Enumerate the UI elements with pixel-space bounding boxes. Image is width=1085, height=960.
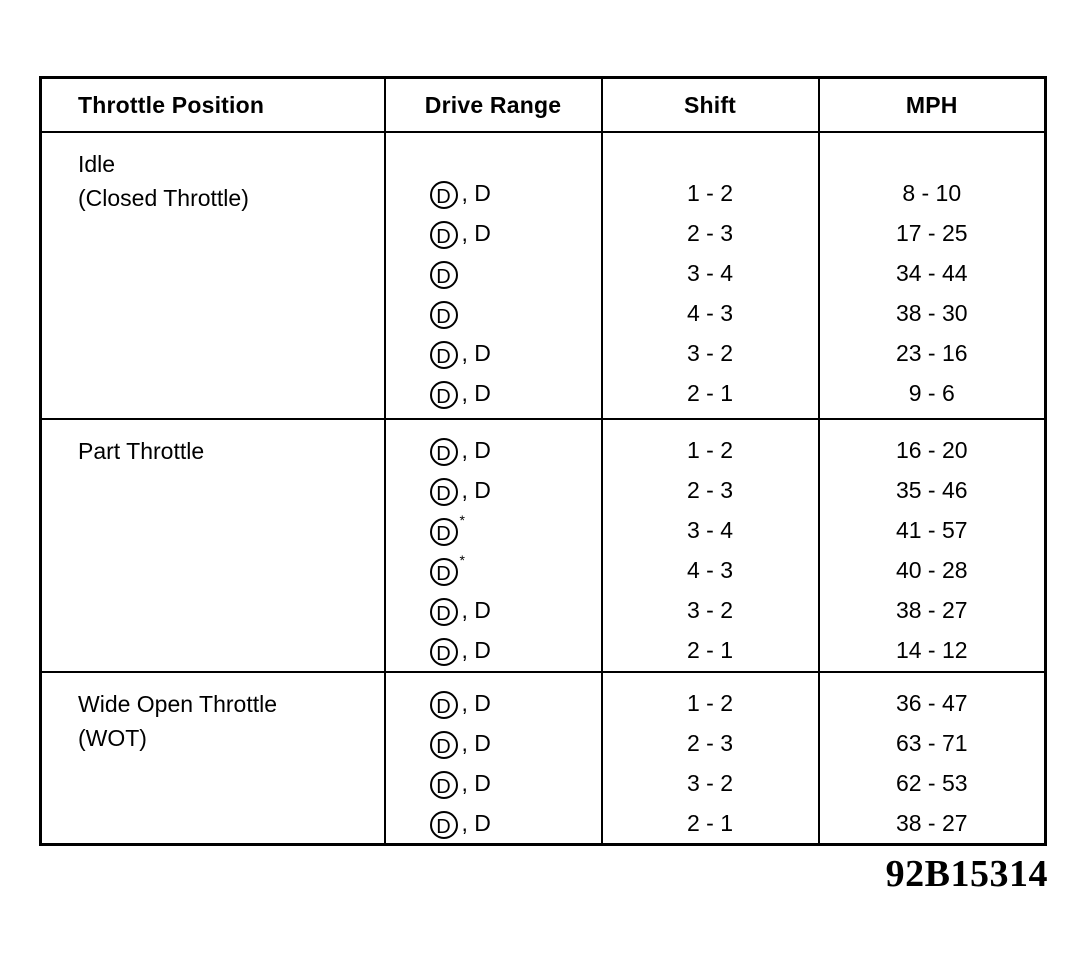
circled-d-symbol: D (430, 691, 458, 719)
drive-range-cell (385, 419, 602, 672)
figure-id: 92B15314 (885, 853, 1048, 895)
drive-range-entry (386, 470, 601, 510)
drive-range-cell (385, 132, 602, 419)
drive-range-suffix: , D (461, 340, 491, 366)
drive-range-entry (386, 333, 601, 373)
shift-cell (602, 132, 819, 419)
header-mph: MPH (819, 78, 1046, 133)
mph-value: 38 - 27 (895, 810, 968, 836)
circled-d-symbol: D (430, 341, 458, 369)
drive-range-suffix: , D (461, 380, 491, 406)
drive-range-entry (386, 253, 601, 293)
circled-d-symbol: D (430, 261, 458, 289)
shift-value: 3 - 4 (686, 517, 734, 543)
drive-range-suffix: , D (461, 770, 491, 796)
circled-d-symbol: D (430, 478, 458, 506)
shift-value: 3 - 4 (686, 260, 734, 286)
drive-range-entry (386, 510, 601, 550)
mph-value: 36 - 47 (895, 690, 968, 716)
shift-value: 3 - 2 (686, 340, 734, 366)
shift-value: 2 - 3 (686, 730, 734, 756)
asterisk-mark: * (459, 512, 465, 528)
header-drive-range: Drive Range (385, 78, 602, 133)
mph-value: 62 - 53 (895, 770, 968, 796)
mph-value: 17 - 25 (895, 220, 968, 246)
header-row (41, 78, 1046, 133)
throttle-position-label: Idle (78, 151, 116, 177)
mph-value: 35 - 46 (895, 477, 968, 503)
drive-range-suffix: , D (461, 810, 491, 836)
drive-range-entry (386, 430, 601, 470)
drive-range-entry (386, 683, 601, 723)
drive-range-entry (386, 373, 601, 413)
drive-range-suffix: , D (461, 220, 491, 246)
circled-d-symbol: D (430, 438, 458, 466)
circled-d-symbol: D (430, 221, 458, 249)
throttle-position-cell (41, 419, 385, 672)
throttle-position-label: Part Throttle (78, 438, 205, 464)
drive-range-entry (386, 173, 601, 213)
mph-cell (819, 672, 1046, 845)
mph-value: 23 - 16 (895, 340, 968, 366)
circled-d-symbol: D (430, 771, 458, 799)
shift-value: 3 - 2 (686, 597, 734, 623)
circled-d-symbol: D (430, 381, 458, 409)
circled-d-symbol: D (430, 301, 458, 329)
mph-value: 40 - 28 (895, 557, 968, 583)
mph-value: 16 - 20 (895, 437, 968, 463)
shift-value: 2 - 3 (686, 477, 734, 503)
drive-range-entry (386, 590, 601, 630)
shift-value: 2 - 3 (686, 220, 734, 246)
throttle-position-label: (Closed Throttle) (78, 185, 249, 211)
circled-d-symbol: D (430, 731, 458, 759)
shift-value: 2 - 1 (686, 380, 734, 406)
shift-value: 1 - 2 (686, 690, 734, 716)
shift-value: 1 - 2 (686, 180, 734, 206)
shift-speed-table (39, 76, 1047, 846)
drive-range-cell (385, 672, 602, 845)
shift-value: 2 - 1 (686, 810, 734, 836)
mph-value: 63 - 71 (895, 730, 968, 756)
mph-value: 34 - 44 (895, 260, 968, 286)
shift-value: 2 - 1 (686, 637, 734, 663)
circled-d-symbol: D (430, 558, 458, 586)
drive-range-suffix: , D (461, 690, 491, 716)
shift-value: 4 - 3 (686, 557, 734, 583)
drive-range-entry (386, 630, 601, 670)
throttle-position-cell (41, 672, 385, 845)
drive-range-suffix: , D (461, 730, 491, 756)
mph-value: 8 - 10 (902, 180, 962, 206)
shift-cell (602, 419, 819, 672)
circled-d-symbol: D (430, 518, 458, 546)
drive-range-entry (386, 723, 601, 763)
header-shift: Shift (602, 78, 819, 133)
drive-range-suffix: , D (461, 477, 491, 503)
drive-range-suffix: , D (461, 597, 491, 623)
shift-cell (602, 672, 819, 845)
mph-cell (819, 132, 1046, 419)
header-throttle-position: Throttle Position (41, 78, 385, 133)
shift-value: 3 - 2 (686, 770, 734, 796)
drive-range-entry (386, 293, 601, 333)
mph-value: 41 - 57 (895, 517, 968, 543)
table-row (41, 419, 1046, 672)
mph-value: 14 - 12 (895, 637, 968, 663)
mph-value: 38 - 30 (895, 300, 968, 326)
shift-value: 4 - 3 (686, 300, 734, 326)
drive-range-entry (386, 803, 601, 843)
shift-value: 1 - 2 (686, 437, 734, 463)
circled-d-symbol: D (430, 638, 458, 666)
circled-d-symbol: D (430, 181, 458, 209)
mph-cell (819, 419, 1046, 672)
drive-range-entry (386, 763, 601, 803)
table-row (41, 672, 1046, 845)
circled-d-symbol: D (430, 598, 458, 626)
drive-range-suffix: , D (461, 180, 491, 206)
circled-d-symbol: D (430, 811, 458, 839)
drive-range-entry (386, 213, 601, 253)
throttle-position-cell (41, 132, 385, 419)
table-row (41, 132, 1046, 419)
mph-value: 9 - 6 (908, 380, 955, 406)
throttle-position-label: Wide Open Throttle (78, 691, 278, 717)
throttle-position-label: (WOT) (78, 725, 147, 751)
mph-value: 38 - 27 (895, 597, 968, 623)
drive-range-suffix: , D (461, 437, 491, 463)
drive-range-suffix: , D (461, 637, 491, 663)
asterisk-mark: * (459, 552, 465, 568)
drive-range-entry (386, 550, 601, 590)
